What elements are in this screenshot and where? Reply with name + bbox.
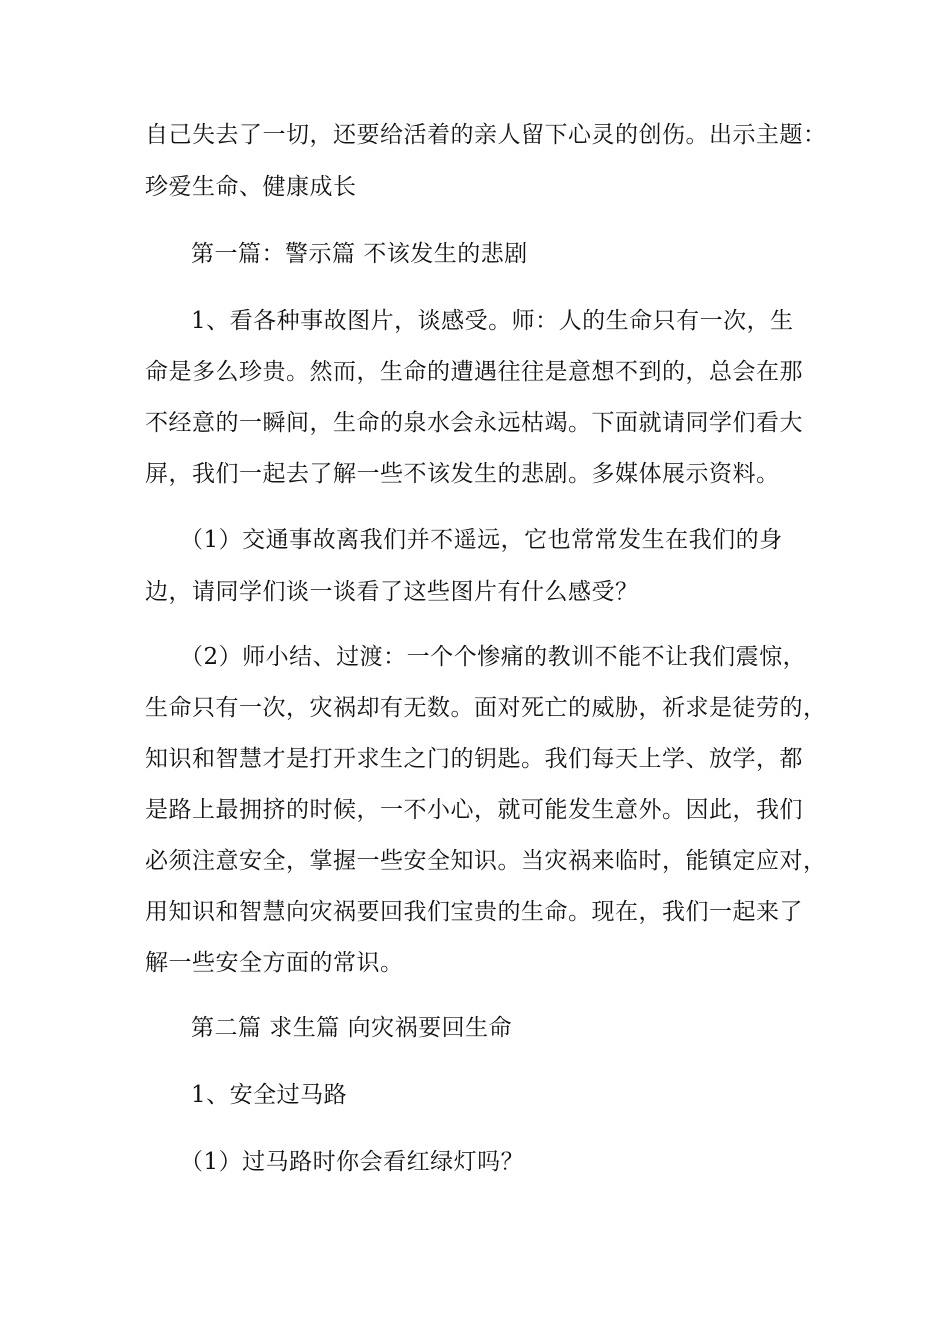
paragraph-line: 不经意的一瞬间，生命的泉水会永远枯竭。下面就请同学们看大 <box>145 410 803 436</box>
paragraph-line: 用知识和智慧向灾祸要回我们宝贵的生命。现在，我们一起来了 <box>145 899 803 925</box>
paragraph-line: 命是多么珍贵。然而，生命的遭遇往往是意想不到的，总会在那 <box>145 359 803 385</box>
paragraph-line: 解一些安全方面的常识。 <box>145 950 404 976</box>
paragraph-line: 是路上最拥挤的时候，一不小心，就可能发生意外。因此，我们 <box>145 797 803 823</box>
paragraph-line: 珍爱生命、健康成长 <box>145 174 357 200</box>
list-item: 1、安全过马路 <box>191 1082 348 1108</box>
section-heading: 第二篇 求生篇 向灾祸要回生命 <box>191 1015 513 1041</box>
paragraph-line: 屏，我们一起去了解一些不该发生的悲剧。多媒体展示资料。 <box>145 461 780 487</box>
paragraph-line: 1、看各种事故图片，谈感受。师：人的生命只有一次，生 <box>191 308 794 334</box>
paragraph-line: 边，请同学们谈一谈看了这些图片有什么感受？ <box>145 579 639 605</box>
paragraph-line: 自己失去了一切，还要给活着的亲人留下心灵的创伤。出示主题： <box>145 122 827 148</box>
list-item: （1）过马路时你会看红绿灯吗？ <box>180 1149 525 1175</box>
paragraph-line: （2）师小结、过渡：一个个惨痛的教训不能不让我们震惊， <box>180 644 807 670</box>
paragraph-line: 必须注意安全，掌握一些安全知识。当灾祸来临时，能镇定应对， <box>145 848 827 874</box>
section-heading: 第一篇：警示篇 不该发生的悲剧 <box>191 241 528 267</box>
paragraph-line: 生命只有一次，灾祸却有无数。面对死亡的威胁，祈求是徒劳的， <box>145 695 827 721</box>
paragraph-line: 知识和智慧才是打开求生之门的钥匙。我们每天上学、放学，都 <box>145 746 803 772</box>
paragraph-line: （1）交通事故离我们并不遥远，它也常常发生在我们的身 <box>180 527 783 553</box>
